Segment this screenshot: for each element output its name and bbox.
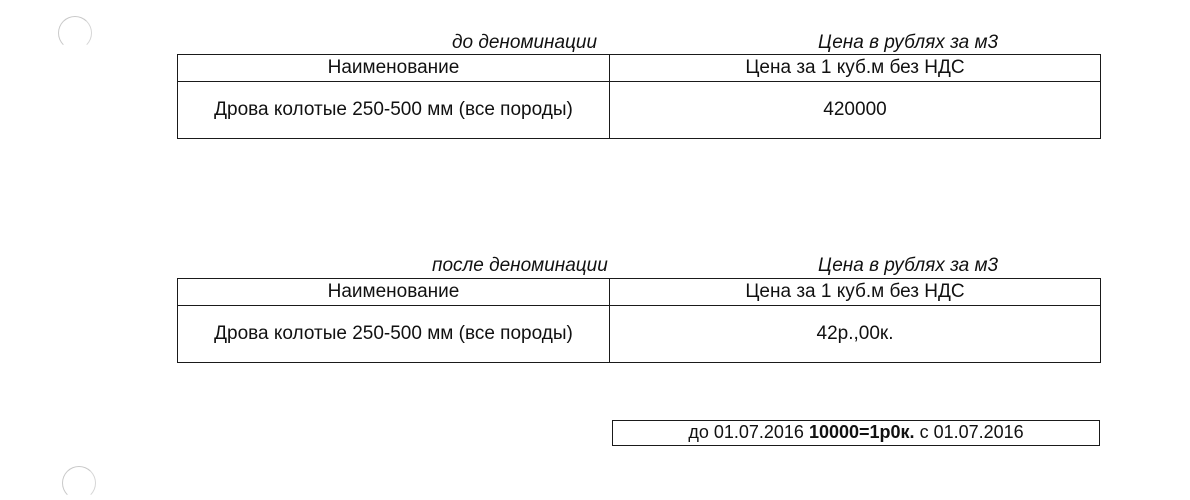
header-name-cell: Наименование: [178, 55, 610, 82]
caption-price-unit-after: Цена в рублях за м3: [818, 255, 999, 276]
table-header-row: [178, 55, 1101, 82]
punch-hole-top: [58, 16, 92, 50]
note-prefix: до 01.07.2016: [688, 422, 804, 442]
price-table-after: [177, 278, 1101, 363]
price-table-before: [177, 54, 1101, 139]
caption-after-denomination: после деноминации: [432, 255, 608, 276]
table-row: [178, 306, 1101, 363]
note-rate: 10000=1р0к.: [808, 422, 915, 442]
header-name-cell: Наименование: [178, 279, 610, 306]
note-suffix: с 01.07.2016: [919, 422, 1024, 442]
item-name-cell: Дрова колотые 250-500 мм (все породы): [178, 82, 610, 139]
item-name-cell: Дрова колотые 250-500 мм (все породы): [178, 306, 610, 363]
table-header-row: [178, 279, 1101, 306]
caption-before-denomination: до деноминации: [452, 32, 598, 53]
header-price-cell: Цена за 1 куб.м без НДС: [610, 55, 1101, 82]
item-price-cell: 42р.,00к.: [610, 306, 1101, 363]
header-price-cell: Цена за 1 куб.м без НДС: [610, 279, 1101, 306]
punch-hole-bottom: [62, 466, 96, 500]
item-price-cell: 420000: [610, 82, 1101, 139]
table-row: [178, 82, 1101, 139]
caption-price-unit-before: Цена в рублях за м3: [818, 32, 999, 53]
denomination-note: [612, 420, 1100, 446]
